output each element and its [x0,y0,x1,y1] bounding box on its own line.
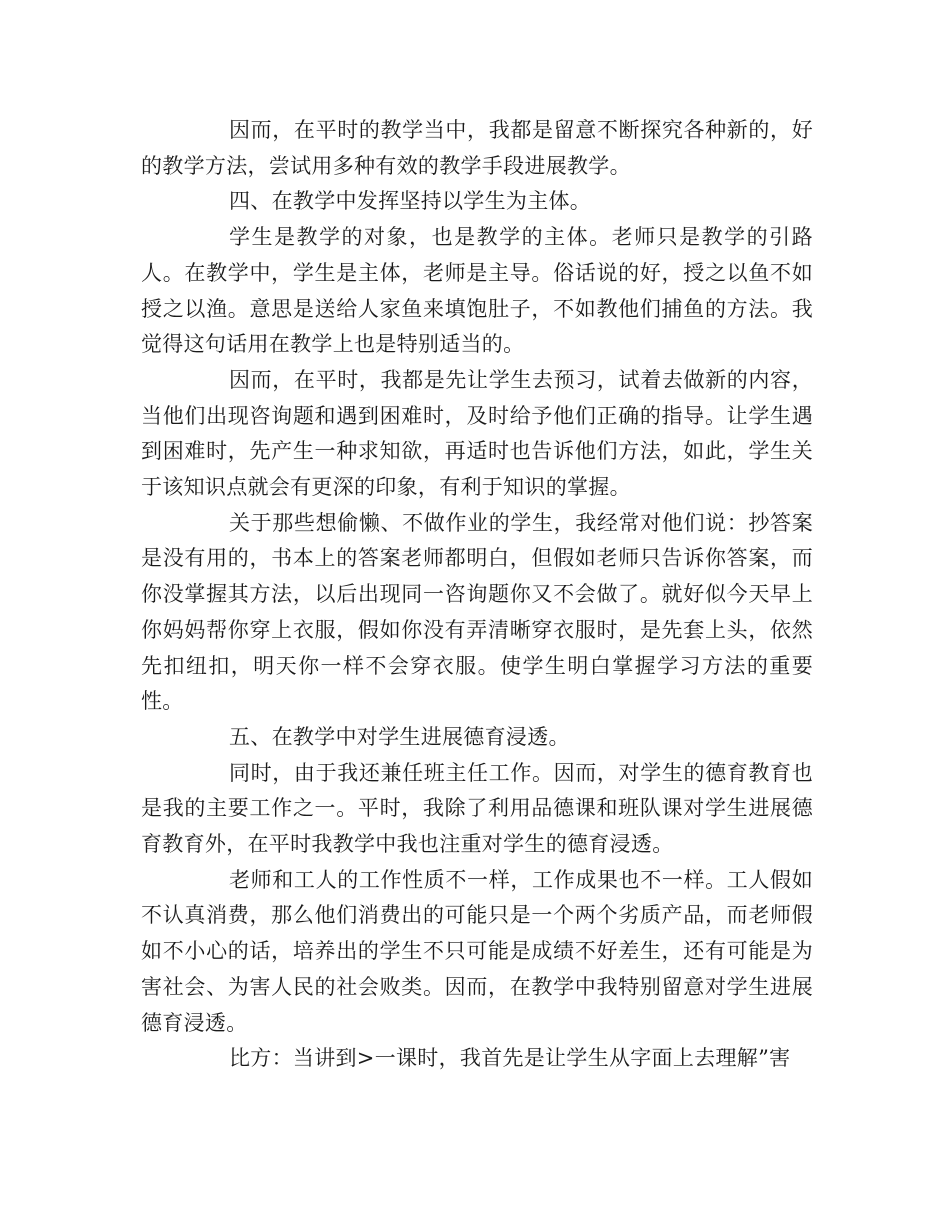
document-body [141,113,813,1077]
section-heading-4: 四、在教学中发挥坚持以学生为主体。 [229,189,592,214]
paragraph-1: 因而，在平时的教学当中，我都是留意不断探究各种新的，好的教学方法，尝试用多种有效的教学手段进展教学。 [141,118,813,178]
paragraph-5: 同时，由于我还兼任班主任工作。因而，对学生的德育教育也是我的主要工作之一。平时，我除了利用品德课和班队课对学生进展德育教育外，在平时我教学中我也注重对学生的德育浸透。 [141,760,813,857]
paragraph-2: 学生是教学的对象，也是教学的主体。老师只是教学的引路人。在教学中，学生是主体，老师是主导。俗话说的好，授之以鱼不如授之以渔。意思是送给人家鱼来填饱肚子，不如教他们捕鱼的方法。我觉得这句话用在教学上也是特别适当的。 [141,225,813,357]
paragraph-7: 比方：当讲到>一课时，我首先是让学生从字面上去理解”害 [229,1046,791,1071]
paragraph-3: 因而，在平时，我都是先让学生去预习，试着去做新的内容，当他们出现咨询题和遇到困难时，及时给予他们正确的指导。让学生遇到困难时，先产生一种求知欲，再适时也告诉他们方法，如此，学生关于该知识点就会有更深的印象，有利于知识的掌握。 [141,367,813,500]
section-heading-5: 五、在教学中对学生进展德育浸透。 [229,724,570,749]
paragraph-6: 老师和工人的工作性质不一样，工作成果也不一样。工人假如不认真消费，那么他们消费出的可能只是一个两个劣质产品，而老师假如不小心的话，培养出的学生不只可能是成绩不好差生，还有可能是为害社会、为害人民的社会败类。因而，在教学中我特别留意对学生进展德育浸透。 [141,867,813,1035]
paragraph-4: 关于那些想偷懒、不做作业的学生，我经常对他们说：抄答案是没有用的，书本上的答案老师都明白，但假如老师只告诉你答案，而你没掌握其方法，以后出现同一咨询题你又不会做了。就好似今天早上你妈妈帮你穿上衣服，假如你没有弄清晰穿衣服时，是先套上头，依然先扣纽扣，明天你一样不会穿衣服。使学生明白掌握学习方法的重要性。 [141,510,813,714]
